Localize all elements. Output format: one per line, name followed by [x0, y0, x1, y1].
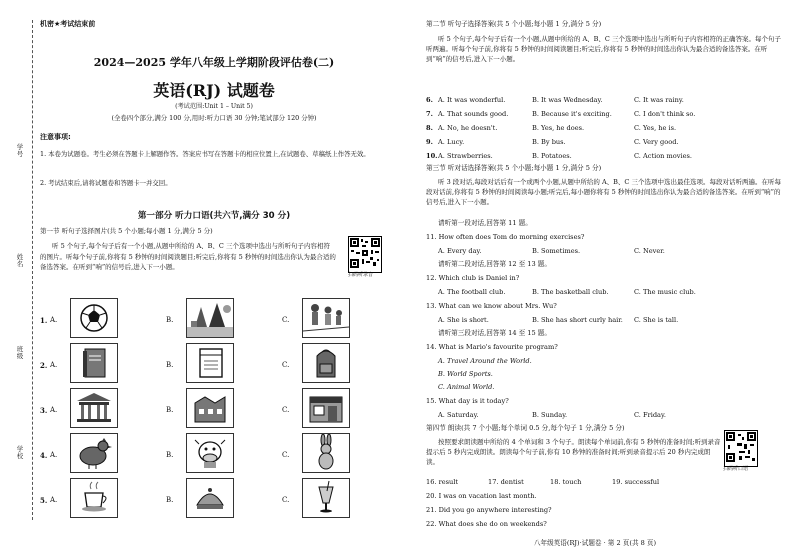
section2-heading: 第二节 听句子选择答案(共 5 个小题;每小题 1 分,满分 5 分)	[426, 20, 602, 28]
q12-option-c[interactable]: C. The music club.	[634, 288, 696, 296]
q12-option-a[interactable]: A. The football club.	[438, 288, 506, 296]
notes-title: 注意事项:	[40, 133, 71, 141]
q6-option-a[interactable]: A. It was wonderful.	[438, 96, 506, 104]
backpack-icon	[302, 343, 350, 383]
option-c-label[interactable]: C.	[282, 361, 290, 369]
question-7-number: 7.	[426, 110, 433, 118]
question-10-number: 10.	[426, 152, 438, 160]
q6-option-b[interactable]: B. It was Wednesday.	[532, 96, 603, 104]
option-b-label[interactable]: B.	[166, 361, 174, 369]
option-c-label[interactable]: C.	[282, 496, 290, 504]
option-b-label[interactable]: B.	[166, 316, 174, 324]
q8-option-b[interactable]: B. Yes, he does.	[532, 124, 585, 132]
q7-option-b[interactable]: B. Because it's exciting.	[532, 110, 612, 118]
section1-directions: 听 5 个句子,每个句子后有一个小题,从题中所给的 A、B、C 三个选项中选出与所听句子内容相符的图片。听每个句子前,你将有 5 秒钟的时间阅读题目;听完后,你将有 5 秒钟的时间选出你认为最合适的备选答案。在听到“响”的信号后,进入下一小题。	[40, 242, 336, 272]
pastry-icon	[186, 478, 234, 518]
section2-directions: 听 5 个句子,每个句子后有一个小题,从题中所给的 A、B、C 三个选项中选出与所听句子内容相符的正确答案。每个句子听两遍。听每个句子前,你将有 5 秒钟的时间阅读题目;听完后,你将有 5 秒钟的时间选出你认为最合适的备选答案。在听到“响”的信号后,进入下一小题。	[426, 35, 781, 64]
question-number: 2.	[40, 361, 48, 370]
page-left	[6, 6, 394, 554]
store-icon	[302, 388, 350, 428]
q11-option-a[interactable]: A. Every day.	[438, 247, 482, 255]
question-12: 12. Which club is Daniel in?	[426, 274, 520, 282]
hiking-family-icon	[302, 298, 350, 338]
cow-icon	[186, 433, 234, 473]
notebook-icon	[186, 343, 234, 383]
museum-icon	[70, 388, 118, 428]
question-5	[40, 478, 390, 526]
option-a-label[interactable]: A.	[50, 316, 58, 324]
q14-option-c[interactable]: C. Animal World.	[438, 383, 495, 391]
question-8-number: 8.	[426, 124, 433, 132]
option-c-label[interactable]: C.	[282, 451, 290, 459]
q14-option-b[interactable]: B. World Sports.	[438, 370, 493, 378]
exam-title: 2024—2025 学年八年级上学期阶段评估卷(二)	[93, 56, 335, 69]
coffee-icon	[70, 478, 118, 518]
q13-option-a[interactable]: A. She is short.	[438, 316, 489, 324]
option-c-label[interactable]: C.	[282, 406, 290, 414]
q7-option-c[interactable]: C. I don't think so.	[634, 110, 696, 118]
qr-code-listening[interactable]	[348, 236, 382, 273]
gutter-label-school: 学校	[16, 445, 24, 461]
word-19: 19. successful	[612, 478, 660, 486]
exam-info: (全卷四个部分,满分 100 分,用时:听力口语 30 分钟;笔试部分 120 分钟)	[111, 114, 317, 122]
note-1: 1. 本卷为试题卷。考生必须在答题卡上解题作答。答案应书写在答题卡的相应位置上,在试题卷、草稿纸上作答无效。	[40, 150, 370, 158]
q9-option-a[interactable]: A. Lucy.	[438, 138, 465, 146]
gutter-label-name: 姓名	[16, 253, 24, 269]
question-1	[40, 298, 390, 346]
q15-option-c[interactable]: C. Friday.	[634, 411, 666, 419]
qr-icon	[350, 238, 380, 268]
football-icon	[70, 298, 118, 338]
q6-option-c[interactable]: C. It was rainy.	[634, 96, 684, 104]
q12-option-b[interactable]: B. The basketball club.	[532, 288, 609, 296]
option-c-label[interactable]: C.	[282, 316, 290, 324]
rabbit-icon	[302, 433, 350, 473]
qr-caption: 扫码听口语	[723, 466, 749, 472]
conversation-3-prompt: 请听第三段对话,回答第 14 至 15 题。	[438, 329, 551, 337]
q10-option-c[interactable]: C. Action movies.	[634, 152, 692, 160]
q10-option-a[interactable]: A. Strawberries.	[438, 152, 493, 160]
q11-option-c[interactable]: C. Never.	[634, 247, 665, 255]
question-13: 13. What can we know about Mrs. Wu?	[426, 302, 557, 310]
cut-line	[32, 20, 33, 520]
question-15: 15. What day is it today?	[426, 397, 509, 405]
section1-heading: 第一节 听句子选择图片(共 5 个小题;每小题 1 分,满分 5 分)	[40, 227, 213, 235]
q11-option-b[interactable]: B. Sometimes.	[532, 247, 581, 255]
conversation-1-prompt: 请听第一段对话,回答第 11 题。	[438, 219, 532, 227]
question-number: 3.	[40, 406, 48, 415]
option-a-label[interactable]: A.	[50, 361, 58, 369]
trees-scene-icon	[186, 298, 234, 338]
question-number: 4.	[40, 451, 48, 460]
page-right	[402, 6, 788, 554]
sentence-22: 22. What does she do on weekends?	[426, 520, 547, 528]
q9-option-b[interactable]: B. By bus.	[532, 138, 566, 146]
hen-icon	[70, 433, 118, 473]
word-18: 18. touch	[550, 478, 582, 486]
q15-option-a[interactable]: A. Saturday.	[438, 411, 479, 419]
confidential-mark: 机密★考试结束前	[40, 20, 96, 28]
question-14: 14. What is Mario's favourite program?	[426, 343, 558, 351]
gutter-label-class: 班级	[16, 345, 24, 361]
section4-heading: 第四节 朗读(共 7 个小题;每个单词 0.5 分,每个句子 1 分,满分 5 分)	[426, 424, 625, 432]
q8-option-c[interactable]: C. Yes, he is.	[634, 124, 677, 132]
question-9-number: 9.	[426, 138, 433, 146]
word-16: 16. result	[426, 478, 459, 486]
conversation-2-prompt: 请听第二段对话,回答第 12 至 13 题。	[438, 260, 551, 268]
word-17: 17. dentist	[488, 478, 524, 486]
question-3	[40, 388, 390, 436]
option-a-label[interactable]: A.	[50, 406, 58, 414]
section4-directions: 按照要求朗读题中所给的 4 个单词和 3 个句子。朗读每个单词前,你有 5 秒钟的准备时间;听到录音提示后 5 秒内完成朗读。朗读每个句子前,你有 10 秒钟的准备时间;听到录音提示后 20 秒内完成朗读。	[426, 438, 721, 467]
gutter-label-id: 学号	[16, 143, 24, 159]
subject-title: 英语(RJ) 试题卷	[153, 81, 275, 100]
footer-right: 八年级英语(RJ)·试题卷 · 第 2 页(共 8 页)	[533, 539, 657, 548]
drink-icon	[302, 478, 350, 518]
sentence-21: 21. Did you go anywhere interesting?	[426, 506, 552, 514]
question-11: 11. How often does Tom do morning exercises?	[426, 233, 585, 241]
q10-option-b[interactable]: B. Potatoes.	[532, 152, 572, 160]
q13-option-c[interactable]: C. She is tall.	[634, 316, 679, 324]
option-b-label[interactable]: B.	[166, 451, 174, 459]
book-icon	[70, 343, 118, 383]
question-4	[40, 433, 390, 481]
option-b-label[interactable]: B.	[166, 496, 174, 504]
q9-option-c[interactable]: C. Very good.	[634, 138, 679, 146]
question-6-number: 6.	[426, 96, 433, 104]
section3-directions: 听 3 段对话,每段对话后有一个或两个小题,从题中所给的 A、B、C 三个选项中选出最佳选项。每段对话听两遍。在听每段对话前,你将有 5 秒钟的时间阅读每小题;听完后,每小题你将有 5 秒钟的时间选出你认为最合适的备选答案。在听到“响”的信号后,进入下一小题。	[426, 178, 781, 207]
exam-scope: (考试范围:Unit 1 – Unit 5)	[175, 103, 253, 110]
question-number: 5.	[40, 496, 48, 505]
qr-icon	[726, 432, 756, 462]
note-2: 2. 考试结束后,请将试题卷和答题卡一并交回。	[40, 179, 172, 187]
section3-heading: 第三节 听对话选择答案(共 5 个小题;每小题 1 分,满分 5 分)	[426, 164, 602, 172]
question-2	[40, 343, 390, 391]
qr-caption: 扫码听录音	[348, 272, 374, 278]
q14-option-a[interactable]: A. Travel Around the World.	[438, 357, 532, 365]
q8-option-a[interactable]: A. No, he doesn't.	[438, 124, 498, 132]
option-a-label[interactable]: A.	[50, 496, 58, 504]
option-a-label[interactable]: A.	[50, 451, 58, 459]
part1-heading: 第一部分 听力口语(共六节,满分 30 分)	[137, 211, 291, 221]
qr-code-speaking[interactable]	[724, 430, 758, 467]
sentence-20: 20. I was on vacation last month.	[426, 492, 537, 500]
binding-gutter	[6, 6, 36, 526]
q15-option-b[interactable]: B. Sunday.	[532, 411, 568, 419]
factory-icon	[186, 388, 234, 428]
option-b-label[interactable]: B.	[166, 406, 174, 414]
q13-option-b[interactable]: B. She has short curly hair.	[532, 316, 623, 324]
q7-option-a[interactable]: A. That sounds good.	[438, 110, 509, 118]
question-number: 1.	[40, 316, 48, 325]
